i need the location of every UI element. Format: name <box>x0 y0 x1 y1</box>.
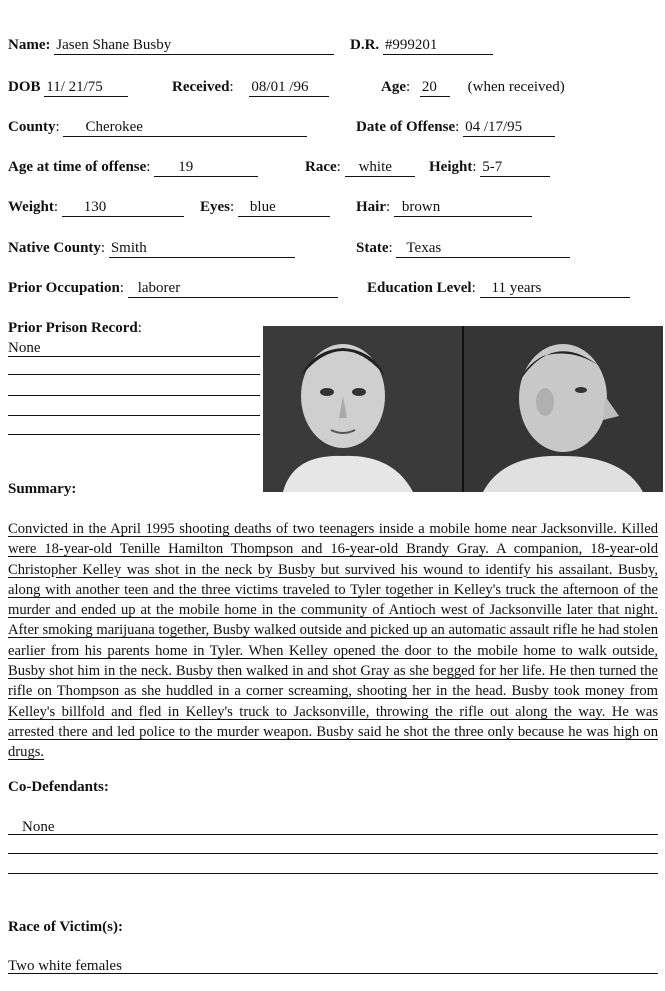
race-value: white <box>345 160 415 177</box>
dob-label: DOB <box>8 79 41 95</box>
name-row: Name: Jasen Shane Busby <box>8 37 334 55</box>
name-label: Name <box>8 37 46 53</box>
eyes-label: Eyes <box>200 199 230 215</box>
date-offense-row: Date of Offense: 04 /17/95 <box>356 119 555 137</box>
co-defendants-line <box>8 853 658 854</box>
hair-row: Hair: brown <box>356 199 532 217</box>
age-label: Age <box>381 79 406 95</box>
eyes-value: blue <box>238 200 330 217</box>
education-row: Education Level: 11 years <box>367 280 630 298</box>
native-county-label: Native County <box>8 240 101 256</box>
prior-record-line <box>8 434 260 435</box>
mugshot-image <box>263 326 663 492</box>
date-offense-label: Date of Offense <box>356 119 456 135</box>
age-offense-label: Age at time of offense <box>8 159 147 175</box>
hair-value: brown <box>394 200 532 217</box>
age-note: (when received) <box>467 79 565 95</box>
hair-label: Hair <box>356 199 386 215</box>
education-value: 11 years <box>480 281 630 298</box>
prior-record-line <box>8 356 260 357</box>
summary-heading: Summary: <box>8 481 77 497</box>
co-defendants-line <box>8 834 658 835</box>
state-label: State <box>356 240 389 256</box>
native-county-value: Smith <box>109 241 295 258</box>
prior-occupation-row: Prior Occupation: laborer <box>8 280 338 298</box>
dr-label: D.R. <box>350 37 380 53</box>
prior-occupation-label: Prior Occupation <box>8 280 120 296</box>
prior-record-line <box>8 395 260 396</box>
co-defendants-heading: Co-Defendants: <box>8 779 109 795</box>
weight-value: 130 <box>62 200 184 217</box>
prior-record-line <box>8 415 260 416</box>
county-row: County: Cherokee <box>8 119 307 137</box>
height-label: Height <box>429 159 473 175</box>
county-value: Cherokee <box>63 120 307 137</box>
dob-row <box>8 79 128 97</box>
weight-label: Weight <box>8 199 54 215</box>
dr-value: #999201 <box>383 38 493 55</box>
prior-record-heading: Prior Prison Record: <box>8 320 142 336</box>
race-label: Race <box>305 159 337 175</box>
age-offense-value: 19 <box>154 160 258 177</box>
race-of-victims-heading: Race of Victim(s): <box>8 919 123 935</box>
county-label: County <box>8 119 56 135</box>
mugshot-photo <box>263 326 663 492</box>
state-value: Texas <box>396 241 570 258</box>
age-row: Age: 20 (when received) <box>381 79 565 95</box>
date-offense-value: 04 /17/95 <box>463 120 555 137</box>
summary-text: Convicted in the April 1995 shooting deaths of two teenagers inside a mobile home near Jacksonville. Killed were 18-year-old Tenille Hamilton Thompson and 16-year-old Brandy Gray. A companion, 18-year-old Christopher Kelley was shot in the neck by Busby but survived his wound to identify his assailant. Busby, along with another teen and the three victims traveled to Tyler together in Kelley's truck the afternoon of the murder and ended up at the mobile home in the community of Antioch west of Jacksonville later that night. After smoking marijuana together, Busby walked outside and picked up an automatic assault rifle he had stolen earlier from his parents home in Tyler. When Kelley opened the door to the mobile home to walk outside, Busby shot him in the neck. Busby then walked in and shot Gray as she begged for her life. He then turned the rifle on Thompson as she huddled in a corner screaming, shooting her in the head. Busby took money from Kelley's billfold and fled in Kelley's truck to Jacksonville, throwing the rifle out along the way. He was arrested there and led police to the murder weapon. Busby said he shot the three only because he was high on drugs. <box>8 521 658 761</box>
weight-row: Weight: 130 <box>8 199 184 217</box>
native-county-row: Native County: Smith <box>8 240 295 258</box>
race-of-victims-value: Two white females <box>8 958 122 974</box>
co-defendants-value: None <box>22 819 55 835</box>
education-label: Education Level <box>367 280 472 296</box>
prior-record-value: None <box>8 340 41 356</box>
height-row: Height: 5-7 <box>429 159 550 177</box>
age-offense-row: Age at time of offense: 19 <box>8 159 258 177</box>
age-value: 20 <box>420 80 450 97</box>
prior-record-line <box>8 374 260 375</box>
co-defendants-line <box>8 873 658 874</box>
received-row: Received: 08/01 /96 <box>172 79 329 97</box>
name-value: Jasen Shane Busby <box>54 38 334 55</box>
race-of-victims-line <box>8 973 658 974</box>
height-value: 5-7 <box>480 160 550 177</box>
received-label: Received <box>172 79 230 95</box>
race-row: Race: white <box>305 159 415 177</box>
prior-occupation-value: laborer <box>128 281 338 298</box>
dr-row <box>350 37 493 55</box>
state-row: State: Texas <box>356 240 570 258</box>
eyes-row: Eyes: blue <box>200 199 330 217</box>
summary-text-block <box>8 519 658 763</box>
dob-value: 11/ 21/75 <box>44 80 128 97</box>
received-value: 08/01 /96 <box>249 80 329 97</box>
